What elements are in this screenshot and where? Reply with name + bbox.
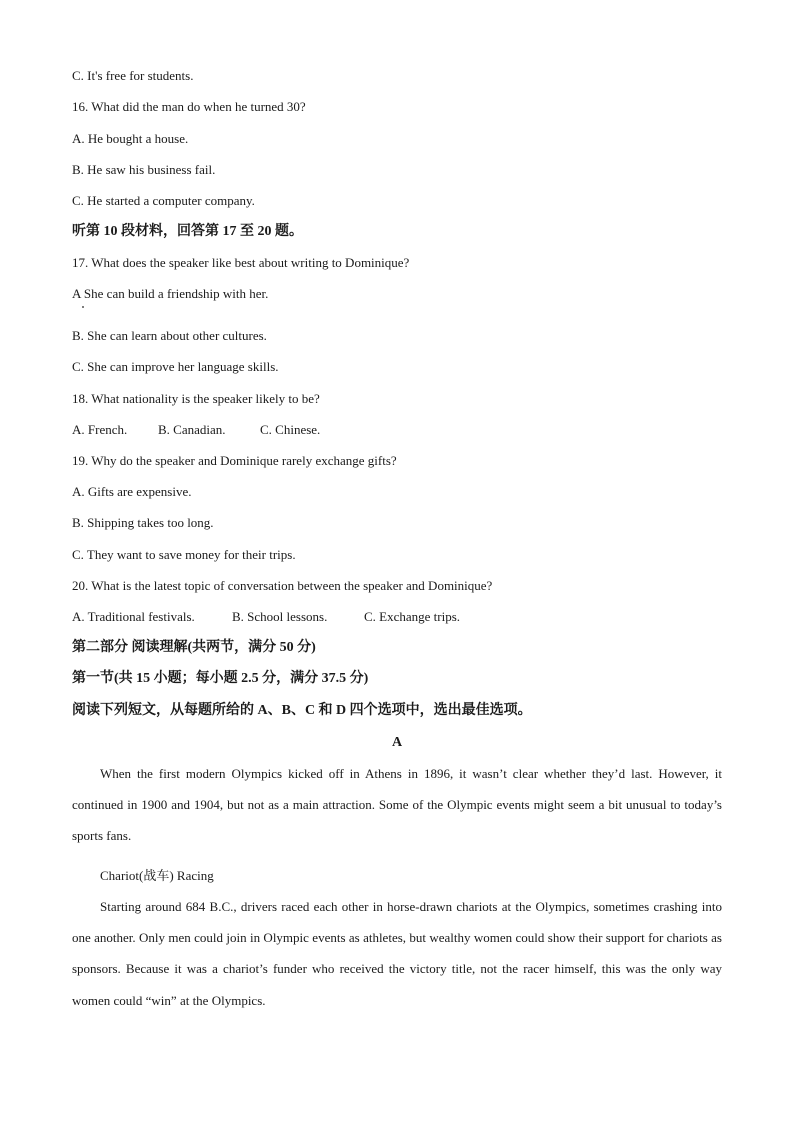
question-16-option-a: A. He bought a house. <box>72 131 189 146</box>
question-19: 19. Why do the speaker and Dominique rarely exchange gifts? <box>72 453 397 468</box>
question-17-option-b: B. She can learn about other cultures. <box>72 328 267 343</box>
question-16: 16. What did the man do when he turned 30? <box>72 99 306 114</box>
question-17: 17. What does the speaker like best about writing to Dominique? <box>72 255 410 270</box>
passage-subheading: Chariot(战车) Racing <box>100 868 214 883</box>
question-17-option-c: C. She can improve her language skills. <box>72 359 279 374</box>
passage-paragraph-1: When the first modern Olympics kicked off in Athens in 1896, it wasn’t clear whether they’d last. However, it continued in 1900 and 1904, but not as a main attraction. Some of the Olympic events might seem a bit unusual to today’s sports fans. <box>72 766 722 844</box>
question-19-option-c: C. They want to save money for their trips. <box>72 547 296 562</box>
question-20: 20. What is the latest topic of conversation between the speaker and Dominique? <box>72 578 493 593</box>
question-16-option-c: C. He started a computer company. <box>72 193 255 208</box>
question-17-option-a: A She can build a friendship with her. <box>72 286 269 301</box>
question-18-option-a: A. French. <box>72 422 128 437</box>
question-19-option-b: B. Shipping takes too long. <box>72 515 214 530</box>
question-20-option-b: B. School lessons. <box>232 609 328 624</box>
question-16-option-b: B. He saw his business fail. <box>72 162 216 177</box>
passage-label: A <box>391 735 403 750</box>
question-18-option-c: C. Chinese. <box>260 422 321 437</box>
section-10-heading: 听第 10 段材料，回答第 17 至 20 题。 <box>72 224 303 239</box>
question-18-option-b: B. Canadian. <box>158 422 226 437</box>
question-20-option-a: A. Traditional festivals. <box>72 609 195 624</box>
question-18: 18. What nationality is the speaker likely to be? <box>72 391 320 406</box>
passage-paragraph-2: Starting around 684 B.C., drivers raced each other in horse-drawn chariots at the Olympics, sometimes crashing into one another. Only men could join in Olympic events as athletes, but wealthy women could show their support for chariots as sponsors. Because it was a chariot’s funder who received the victory title, not the racer himself, this was the only way women could “win” at the Olympics. <box>72 899 722 1008</box>
question-19-option-a: A. Gifts are expensive. <box>72 484 192 499</box>
stray-dot <box>82 306 84 308</box>
reading-instruction: 阅读下列短文，从每题所给的 A、B、C 和 D 四个选项中，选出最佳选项。 <box>72 703 532 718</box>
part-2-heading: 第二部分 阅读理解(共两节，满分 50 分) <box>72 640 316 655</box>
question-15-option-c: C. It's free for students. <box>72 68 194 83</box>
section-1-heading: 第一节(共 15 小题；每小题 2.5 分，满分 37.5 分) <box>72 671 369 686</box>
question-20-option-c: C. Exchange trips. <box>364 609 461 624</box>
